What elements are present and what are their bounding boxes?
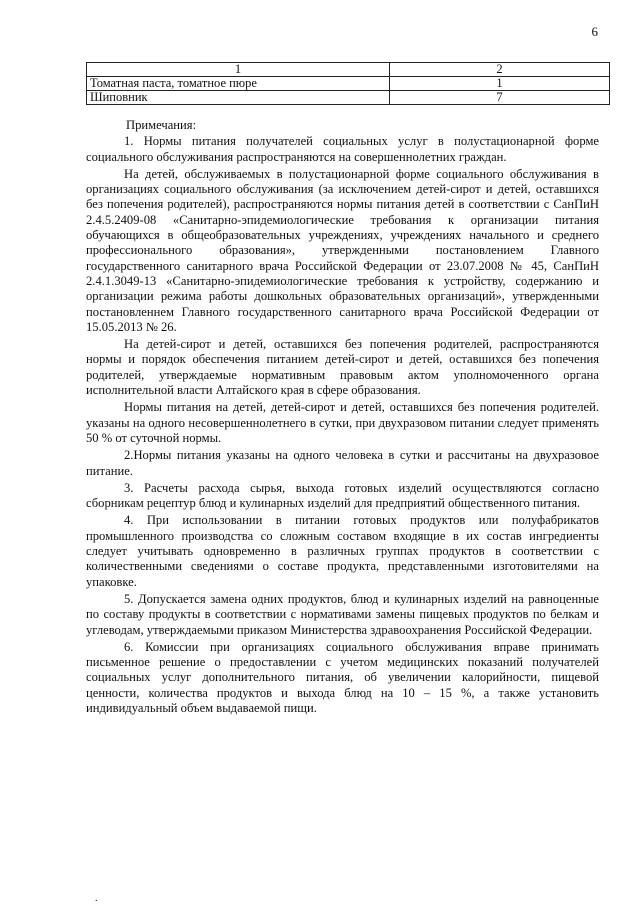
product-name-cell: Шиповник [87,91,390,105]
table-row [87,77,610,91]
page-number: 6 [591,24,598,39]
note-paragraph: 4. При использовании в питании готовых продуктов или полуфабрикатов промышленного производства со сложным составом входящие в их состав ингредиенты следует учитывать одновременно в различных группах продуктов в соответствии с количественными сведениями о составе продукта, представленными изготовителями на упаковке. [86,513,599,589]
note-paragraph: 6. Комиссии при организациях социального обслуживания вправе принимать письменное решение о предоставлении с учетом медицинских показаний получателей социальных услуг дополнительного питания, об увеличении калорийности, пищевой ценности, количества продуктов и выхода блюд на 10 – 15 %, а также установить индивидуальный объем выдаваемой пищи. [86,639,599,715]
norm-value-cell: 1 [390,77,610,91]
table-row [87,91,610,105]
notes-section [86,118,599,718]
note-paragraph: На детей, обслуживаемых в полустационарной форме социального обслуживания в организациях социального обслуживания (за исключением детей-сирот и детей, оставшихся без попечения родителей), распространяются нормы питания детей в соответствии с СанПиН 2.4.5.2409-08 «Санитарно-эпидемиологические требования к организации питания обучающихся в общеобразовательных учреждениях, учреждениях начального и среднего профессионального образования», утвержденными постановлением Главного государственного санитарного врача Российской Федерации от 23.07.2008 № 45, СанПиН 2.4.1.3049-13 «Санитарно-эпидемиологические требования к устройству, содержанию и организации режима работы дошкольных образовательных организаций», утвержденными постановленнем Главного государственного санитарного врача Российской Федерации от 15.05.2013 № 26. [86,166,599,334]
note-paragraph: 2.Нормы питания указаны на одного человека в сутки и рассчитаны на двухразовое питание. [86,448,599,478]
table-header-cell: 2 [390,63,610,77]
footer-mark: . [95,893,98,904]
note-paragraph: На детей-сирот и детей, оставшихся без попечения родителей, распространяются нормы и порядок обеспечения питанием детей-сирот и детей, оставшихся без попечения родителей, утверждаемые нормативным правовым актом уполномоченного органа исполнительной власти Алтайского края в сфере образования. [86,337,599,398]
note-paragraph: 1. Нормы питания получателей социальных услуг в полустационарной форме социального обслуживания распространяются на совершеннолетних граждан. [86,134,599,164]
norm-value-cell: 7 [390,91,610,105]
note-paragraph: Нормы питания на детей, детей-сирот и детей, оставшихся без попечения родителей. указаны на одного несовершеннолетнего в сутки, при двухразовом питании следует применять 50 % от суточной нормы. [86,400,599,445]
note-paragraph: 5. Допускается замена одних продуктов, блюд и кулинарных изделий на равноценные по составу продукты в соответствии с нормативами замены пищевых продуктов по белкам и углеводам, утверждаемыми приказом Министерства здравоохранения Российской Федерации. [86,591,599,637]
notes-heading: Примечания: [126,118,197,132]
table-header-row [87,63,610,77]
table-header-cell: 1 [87,63,390,77]
norms-table [86,62,610,105]
note-paragraph: 3. Расчеты расхода сырья, выхода готовых изделий осуществляются согласно сборникам рецептур блюд и кулинарных изделий для предприятий общественного питания. [86,480,599,511]
product-name-cell: Томатная паста, томатное пюре [87,77,390,91]
